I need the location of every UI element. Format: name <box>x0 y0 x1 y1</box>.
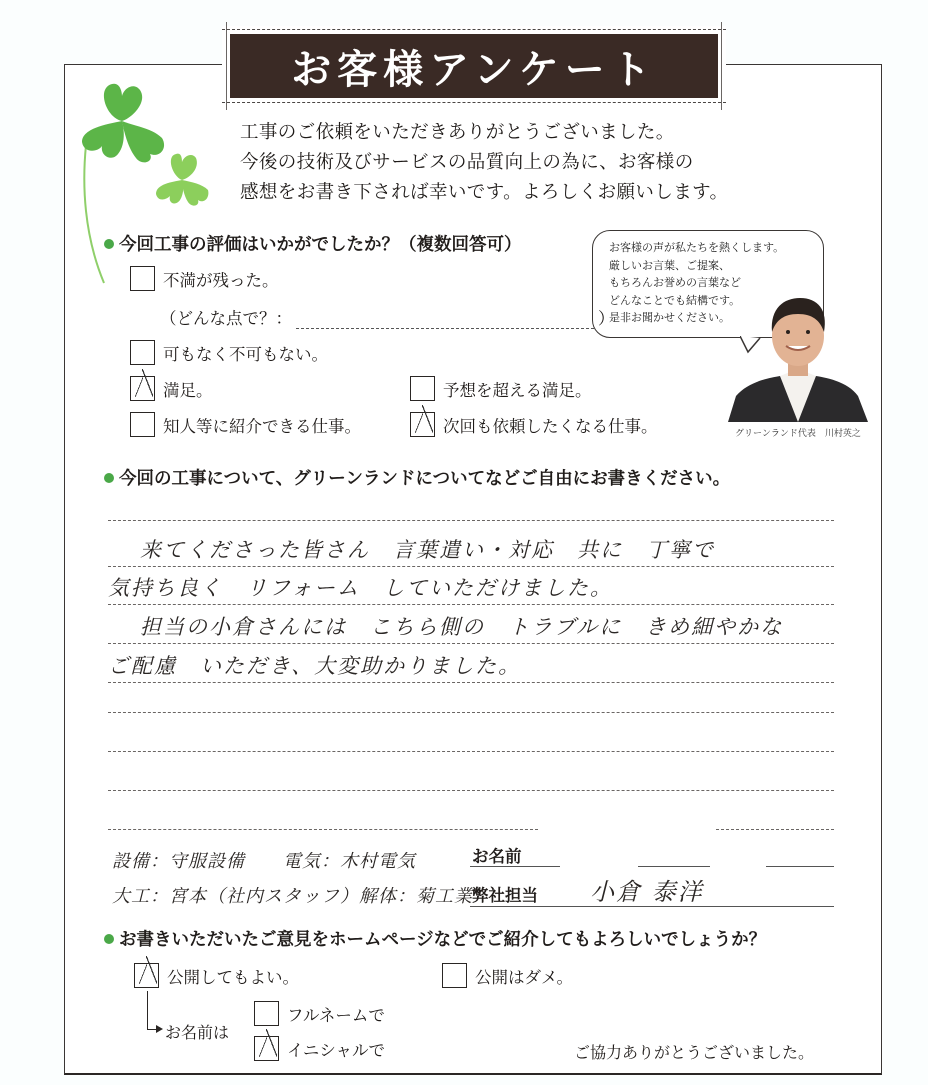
option-label: 不満が残った。 <box>163 270 279 290</box>
option-would-request-again[interactable] <box>410 412 658 437</box>
writing-line <box>108 712 834 713</box>
name-underline <box>638 866 710 867</box>
checkbox[interactable] <box>410 376 435 401</box>
option-neutral[interactable] <box>130 340 328 365</box>
title-banner <box>222 26 726 106</box>
option-satisfied[interactable] <box>130 376 213 401</box>
bubble-line: もちろんお誉めの言葉など <box>609 276 741 289</box>
name-field-label: お名前 <box>472 847 522 866</box>
clover-small-icon <box>152 150 212 208</box>
checkbox-checked[interactable] <box>134 963 159 988</box>
writing-line <box>108 643 834 644</box>
intro-line: 感想をお書き下されば幸いです。よろしくお願いします。 <box>240 182 729 203</box>
name-underline <box>470 866 560 867</box>
bullet-dot-icon <box>104 934 114 944</box>
option-label: 予想を超える満足。 <box>443 380 592 400</box>
option-fullname[interactable] <box>254 1001 385 1026</box>
option-beyond-expectations[interactable] <box>410 376 592 401</box>
option-label: イニシャルで <box>287 1040 386 1060</box>
name-underline <box>766 866 834 867</box>
bullet-dot-icon <box>104 239 114 249</box>
writing-line <box>108 604 834 605</box>
representative-photo <box>728 292 868 422</box>
option-label: 知人等に紹介できる仕事。 <box>163 416 361 436</box>
arrow-right-icon <box>156 1025 163 1033</box>
checkbox[interactable] <box>130 266 155 291</box>
checkbox[interactable] <box>442 963 467 988</box>
representative-caption: グリーンランド代表 川村英之 <box>735 429 861 439</box>
question2-heading <box>104 465 730 490</box>
handwritten-contractors-line: 設備：守服設備 電気：木村電気 <box>112 851 416 872</box>
thanks-text: ご協力ありがとうございました。 <box>574 1043 815 1062</box>
bullet-dot-icon <box>104 473 114 483</box>
writing-line <box>108 566 834 567</box>
option-label: 公開はダメ。 <box>475 967 574 987</box>
staff-input[interactable]: 小倉 泰洋 <box>590 878 704 906</box>
reason-close: ） <box>598 309 615 328</box>
option-label: 次回も依頼したくなる仕事。 <box>443 416 658 436</box>
title-tick-left <box>226 22 227 110</box>
name-format-prompt: お名前は <box>165 1023 230 1042</box>
staff-field-label: 弊社担当 <box>472 886 538 905</box>
bubble-line: 是非お聞かせください。 <box>609 311 730 324</box>
reason-prompt: （どんな点で？： <box>160 309 292 328</box>
option-dissatisfied[interactable] <box>130 266 279 291</box>
checkbox-checked[interactable] <box>130 376 155 401</box>
branch-arrow-line <box>147 991 148 1029</box>
bubble-line: 厳しいお言葉、ご提案、 <box>609 258 730 272</box>
question3-heading <box>104 926 766 951</box>
intro-line: 工事のご依頼をいただきありがとうございました。 <box>240 122 675 143</box>
option-label: 公開してもよい。 <box>167 967 299 987</box>
bubble-line: お客様の声が私たちを熱くします。 <box>609 241 785 254</box>
writing-line <box>108 751 834 752</box>
reason-field <box>160 305 615 329</box>
checkbox[interactable] <box>130 340 155 365</box>
title-tick-right <box>721 22 722 110</box>
title-rule-top <box>222 29 726 30</box>
checkbox[interactable] <box>130 412 155 437</box>
writing-line <box>108 829 538 830</box>
checkbox-checked[interactable] <box>410 412 435 437</box>
writing-line <box>108 682 834 683</box>
checkbox-checked[interactable] <box>254 1036 279 1061</box>
option-label: フルネームで <box>287 1005 385 1025</box>
intro-text <box>240 118 728 208</box>
question2-heading-text: 今回の工事について、グリーンランドについてなどご自由にお書きください。 <box>119 469 731 489</box>
intro-line: 今後の技術及びサービスの品質向上の為に、お客様の <box>240 152 694 173</box>
question1-heading <box>104 231 522 256</box>
question1-heading-text: 今回工事の評価はいかがでしたか？（複数回答可） <box>119 235 522 255</box>
survey-frame <box>64 64 882 1075</box>
title-box <box>230 34 718 98</box>
title-rule-bottom <box>222 102 726 103</box>
handwritten-contractors-line: 大工：宮本（社内スタッフ）解体：菊工業 <box>112 886 473 907</box>
handwritten-comment-line: 気持ち良く リフォーム していただけました。 <box>108 576 613 600</box>
handwritten-comment-line: 来てくださった皆さん 言葉遣い・対応 共に 丁寧で <box>140 538 715 562</box>
option-initials[interactable] <box>254 1036 385 1061</box>
writing-line <box>716 829 834 830</box>
question3-heading-text: お書きいただいたご意見をホームページなどでご紹介してもよろしいでしょうか？ <box>119 930 767 950</box>
bubble-line: どんなことでも結構です。 <box>609 293 741 307</box>
option-label: 満足。 <box>163 380 213 400</box>
option-label: 可もなく不可もない。 <box>163 344 328 364</box>
page-title: お客様アンケート <box>291 46 657 93</box>
clover-stem-icon <box>80 145 110 285</box>
option-recommendable[interactable] <box>130 412 361 437</box>
handwritten-comment-line: 担当の小倉さんには こちら側の トラブルに きめ細やかな <box>140 615 784 639</box>
option-publish-no[interactable] <box>442 963 573 988</box>
handwritten-comment-line: ご配慮 いただき、大変助かりました。 <box>108 654 522 678</box>
checkbox[interactable] <box>254 1001 279 1026</box>
writing-line <box>108 520 834 521</box>
option-publish-ok[interactable] <box>134 963 299 988</box>
writing-line <box>108 790 834 791</box>
reason-input[interactable] <box>296 309 594 329</box>
